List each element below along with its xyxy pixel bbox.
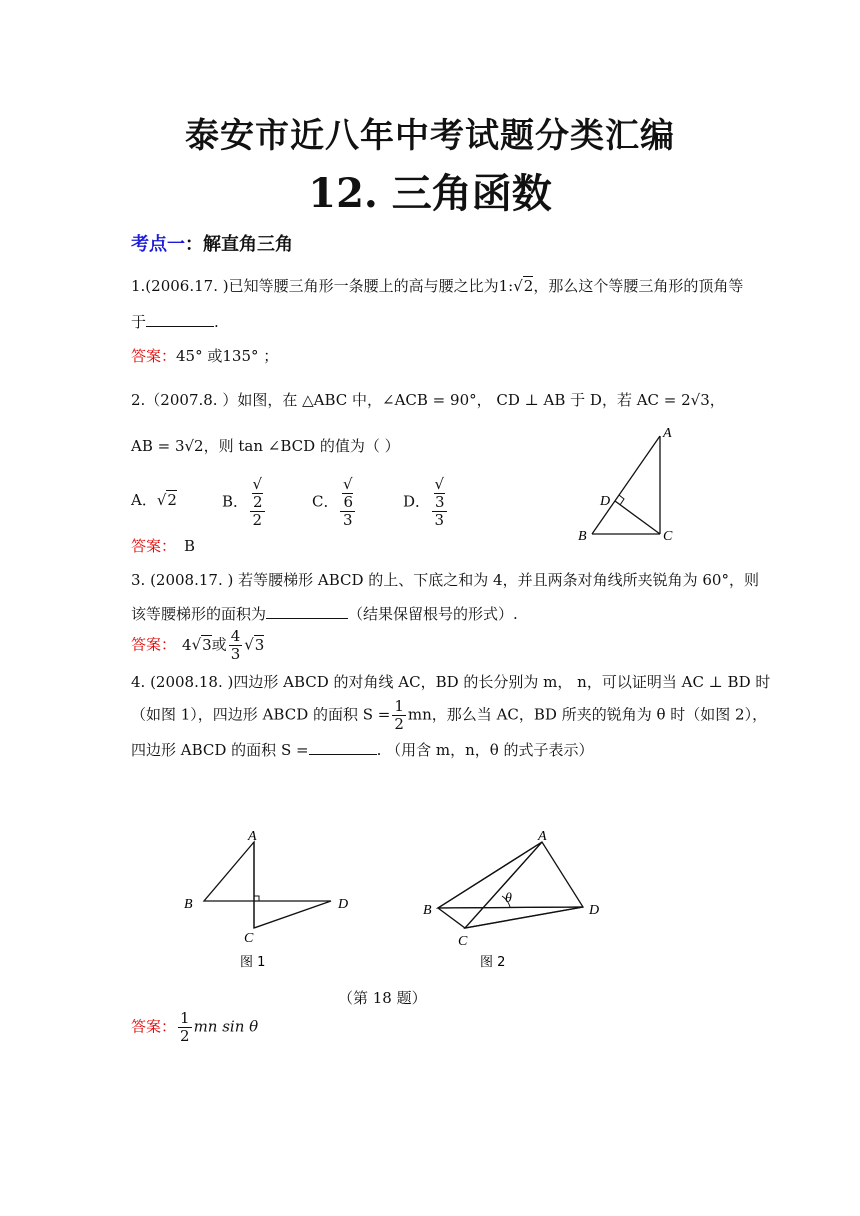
- q3-answer-coef: 4: [182, 635, 192, 654]
- q2-label-a: A: [663, 426, 672, 441]
- fig2-label-b: B: [423, 903, 432, 918]
- q2-right-angle-mark: [619, 495, 624, 505]
- q3-text-b: （结果保留根号的形式）.: [348, 605, 518, 623]
- q2-option-d: D． √ 3 3: [403, 475, 445, 529]
- q2-option-b: B． √ 2 2: [222, 475, 263, 529]
- q2-opt-b-num: 2: [253, 493, 263, 511]
- fig2-outline: [438, 842, 583, 928]
- q2-opt-a-value: 2: [167, 491, 177, 509]
- q3-blank: [266, 618, 348, 619]
- q2-answer-text: B: [184, 537, 196, 555]
- fig2-label-c: C: [458, 934, 468, 949]
- fig1-label-c: C: [244, 931, 254, 946]
- section-heading: [131, 230, 293, 256]
- q2-option-a: A．√2: [131, 491, 177, 509]
- q2-label-b: B: [578, 529, 587, 544]
- fig1-right-angle-mark: [254, 896, 259, 901]
- q2-opt-c-label: C．: [312, 492, 339, 511]
- q2-segment-cd: [615, 501, 660, 534]
- q1-blank: [146, 326, 214, 327]
- q4-line2: [131, 698, 767, 733]
- q2-opt-c-den: 3: [342, 511, 353, 529]
- fig2-diagonal-bd: [438, 907, 583, 908]
- fig2-diagonal-ac: [465, 842, 542, 928]
- q2-option-c: C． √ 6 3: [312, 475, 354, 529]
- q1-text-d: .: [214, 313, 219, 331]
- q3-answer: 答案： 4√3或 $\frac{4}{3}$ √3: [131, 627, 265, 663]
- q2-line1: 2.（2007.8. ）如图，在 △ABC 中，∠ACB = 90°， CD ⊥ AB 于 D，若 AC = 2√3，: [131, 391, 725, 409]
- q1-answer: [131, 346, 278, 366]
- q4-figure-2: [420, 830, 610, 975]
- q2-triangle-figure: [570, 420, 690, 550]
- q1-text-c: 于: [131, 313, 147, 331]
- q4-answer-label: 答案：: [131, 1017, 177, 1036]
- q4-text-a: （如图 1），四边形 ABCD 的面积 S =: [131, 705, 391, 724]
- q1-answer-label: 答案：: [131, 347, 177, 365]
- fig2-quadrilateral: [438, 842, 583, 928]
- q2-label-d: D: [600, 494, 611, 509]
- section-label-rest: ：解直角三角: [185, 234, 293, 255]
- q3-answer-label: 答案：: [131, 635, 177, 654]
- q4-frac-num: 1: [394, 697, 404, 715]
- q3-answer-sqrt-a: 3: [202, 635, 212, 654]
- q2-opt-b-den: 2: [252, 511, 263, 529]
- fig2-label-a: A: [538, 830, 547, 844]
- q2-label-c: C: [663, 529, 673, 544]
- fig2-theta-label: θ: [505, 891, 512, 906]
- q3-answer-or: 或: [211, 635, 227, 654]
- fig2-label-d: D: [589, 903, 600, 918]
- section-label-blue: 考点一: [131, 234, 185, 255]
- q2-opt-d-den: 3: [434, 511, 445, 529]
- q4-figure-caption: （第 18 题）: [338, 989, 427, 1007]
- q4-text-c: 四边形 ABCD 的面积 S =: [131, 741, 309, 759]
- q4-answer: [131, 1010, 258, 1045]
- q3-text-a: 该等腰梯形的面积为: [131, 605, 267, 623]
- fig1-caption: 图 1: [240, 955, 266, 970]
- fig1-label-b: B: [184, 897, 193, 912]
- q3-line2: [131, 604, 518, 624]
- q2-answer-label: 答案：: [131, 537, 177, 555]
- q4-line1: 4. (2008.18. )四边形 ABCD 的对角线 AC，BD 的长分别为 m， n，可以证明当 AC ⊥ BD 时: [131, 673, 771, 691]
- q4-figure-1: [176, 830, 356, 975]
- q1-sqrt: 2: [523, 277, 534, 295]
- q3-answer-num: 4: [230, 627, 241, 645]
- q2-opt-b-label: B．: [222, 492, 249, 511]
- q2-opt-d-label: D．: [403, 492, 431, 511]
- fig2-caption: 图 2: [480, 955, 506, 970]
- q4-frac-den: 2: [394, 715, 404, 733]
- q3-answer-den: 3: [230, 645, 241, 663]
- q4-answer-num: 1: [180, 1009, 190, 1027]
- q4-text-b: mn，那么当 AC，BD 所夹的锐角为 θ 时（如图 2），: [407, 705, 768, 724]
- q2-opt-c-num: 6: [343, 493, 354, 511]
- q1-line2: [131, 312, 219, 332]
- q2-opt-a-label: A．: [131, 491, 157, 509]
- q2-opt-d-num: 3: [435, 493, 445, 511]
- q4-text-d: . （用含 m，n，θ 的式子表示）: [376, 741, 594, 759]
- q1-ratio: 1:: [498, 277, 514, 295]
- fig1-label-d: D: [338, 897, 349, 912]
- q1-line1: 1.(2006.17. )已知等腰三角形一条腰上的高与腰之比为1:√2，那么这个等腰三角形的顶角等: [131, 277, 744, 295]
- fig1-label-a: A: [248, 830, 257, 844]
- q2-answer: [131, 536, 195, 556]
- q3-line1: 3. (2008.17. ) 若等腰梯形 ABCD 的上、下底之和为 4，并且两条对角线所夹锐角为 60°，则: [131, 571, 759, 589]
- q1-text-a: 1.(2006.17. )已知等腰三角形一条腰上的高与腰之比为: [131, 277, 499, 295]
- fig1-quadrilateral: [204, 842, 331, 928]
- page-title: 泰安市近八年中考试题分类汇编: [185, 116, 675, 156]
- q4-blank: [309, 754, 377, 755]
- q4-answer-den: 2: [180, 1027, 190, 1045]
- q2-side-ab: [592, 436, 660, 534]
- chapter-title: 12. 三角函数: [308, 170, 552, 217]
- q4-line3: [131, 740, 594, 760]
- q2-line2: AB = 3√2，则 tan ∠BCD 的值为（ ）: [131, 437, 400, 455]
- q3-answer-sqrt-b: 3: [254, 635, 265, 654]
- q1-text-b: ，那么这个等腰三角形的顶角等: [533, 277, 744, 295]
- q1-answer-text: 45° 或135° ；: [176, 347, 279, 365]
- q4-answer-text: mn sin θ: [193, 1017, 259, 1036]
